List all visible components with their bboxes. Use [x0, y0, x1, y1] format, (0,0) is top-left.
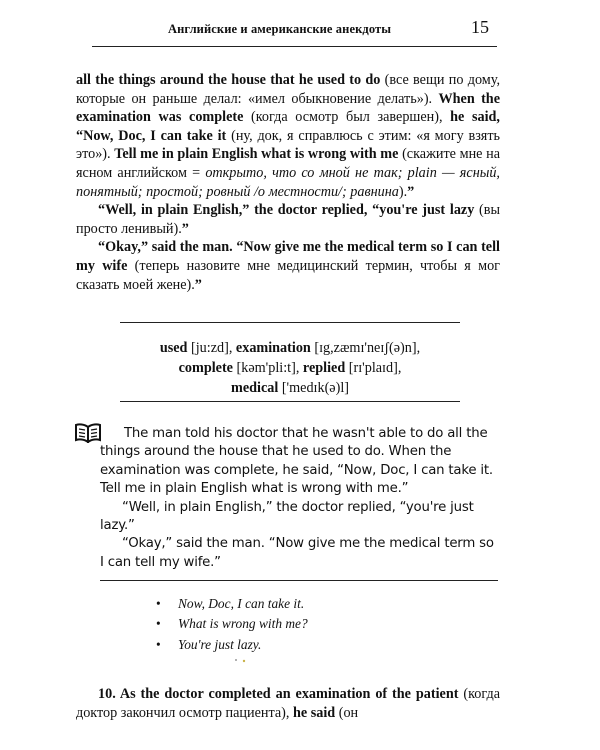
vocab-word: medical: [231, 380, 279, 396]
key-phrase: • You're just lazy.: [156, 635, 456, 655]
gloss-translation: (ну, док, я справлюсь с этим: «я могу взять это»).: [76, 127, 500, 163]
gloss-translation: (когда осмотр был завершен),: [243, 109, 451, 126]
header-rule: [92, 46, 497, 47]
gloss-translation: (вы просто ленивый).: [76, 202, 500, 237]
gloss-paragraph-2: [76, 201, 500, 238]
gloss-paragraph-1: [76, 71, 500, 201]
key-phrases-rule: [100, 580, 498, 581]
vocabulary-list: [110, 338, 470, 398]
vocab-word: examination: [235, 340, 311, 356]
vocab-line: [110, 358, 470, 378]
key-phrase: • What is wrong with me?: [156, 614, 456, 634]
vocab-ipa: [rɪ'plaɪd],: [345, 360, 402, 376]
vocab-line: [110, 338, 470, 358]
gloss-phrase: “Okay,” said the man. “Now give me the medical term so I can tell my wife: [76, 239, 500, 274]
gloss-translation: (теперь назовите мне медицинский термин, чтобы я мог сказать моей жене).: [76, 257, 500, 293]
plain-paragraph-1: The man told his doctor that he wasn't able to do all the things around the house that he used to do. When the examination was complete, he said, “Now, Doc, I can take it. Tell me in plain English what is wrong with me.”: [100, 426, 493, 497]
vocab-ipa: ['medɪk(ə)l]: [278, 380, 349, 396]
glossed-text: [76, 71, 500, 294]
gloss-phrase: ”: [194, 276, 202, 293]
vocab-ipa: [ju:zd],: [187, 340, 236, 356]
gloss-phrase: 10. As the doctor completed an examination of the patient: [98, 686, 459, 702]
gloss-paragraph-3: [76, 238, 500, 294]
open-book-icon: [75, 423, 101, 443]
next-paragraph: [76, 685, 500, 722]
vocab-ipa: [kəm'pli:t],: [232, 360, 303, 376]
gloss-phrase: he said: [292, 704, 336, 721]
vocab-word: used: [159, 340, 188, 356]
page-number: 15: [471, 17, 489, 37]
vocab-rule-bottom: [120, 401, 460, 402]
gloss-translation: (все вещи по дому, которые он раньше делал: «имел обыкновение делать»).: [76, 72, 500, 107]
gloss-phrase: Tell me in plain English what is wrong with me: [114, 146, 399, 163]
key-phrases-list: [156, 594, 456, 655]
plain-paragraph-3: “Okay,” said the man. “Now give me the medical term so I can tell my wife.”: [100, 536, 494, 570]
print-specks: [230, 656, 260, 664]
gloss-phrase: he said, “Now, Doc, I can take it: [76, 109, 500, 144]
page-header: [0, 0, 600, 52]
gloss-phrase: ”: [181, 220, 189, 237]
vocab-word: replied: [302, 360, 346, 376]
gloss-translation: (когда доктор закончил осмотр пациента),: [76, 686, 500, 721]
gloss-translation: (он: [335, 704, 359, 721]
running-title: Английские и американские анекдоты: [168, 22, 392, 36]
plain-paragraph-2: “Well, in plain English,” the doctor replied, “you're just lazy.”: [100, 499, 474, 534]
vocab-word: complete: [178, 360, 233, 376]
gloss-translation: ).: [398, 183, 408, 200]
gloss-translation: (скажите мне на ясном английском =: [76, 146, 500, 181]
gloss-phrase: When the examination was complete: [76, 90, 500, 126]
next-anecdote: [76, 685, 500, 722]
gloss-phrase: “Well, in plain English,” the doctor replied, “you're just lazy: [98, 202, 475, 219]
gloss-note: открыто, что со мной не так; plain — ясный, понятный; простой; ровный /о местности/; равнина: [76, 164, 500, 200]
vocab-line: [110, 378, 470, 398]
gloss-phrase: all the things around the house that he used to do: [76, 72, 381, 88]
vocab-rule-top: [120, 322, 460, 323]
gloss-phrase: ”: [407, 183, 415, 200]
plain-text: [100, 425, 498, 572]
key-phrase: • Now, Doc, I can take it.: [156, 594, 456, 614]
vocab-ipa: [ɪg,zæmɪ'neɪʃ(ə)n],: [310, 340, 421, 356]
